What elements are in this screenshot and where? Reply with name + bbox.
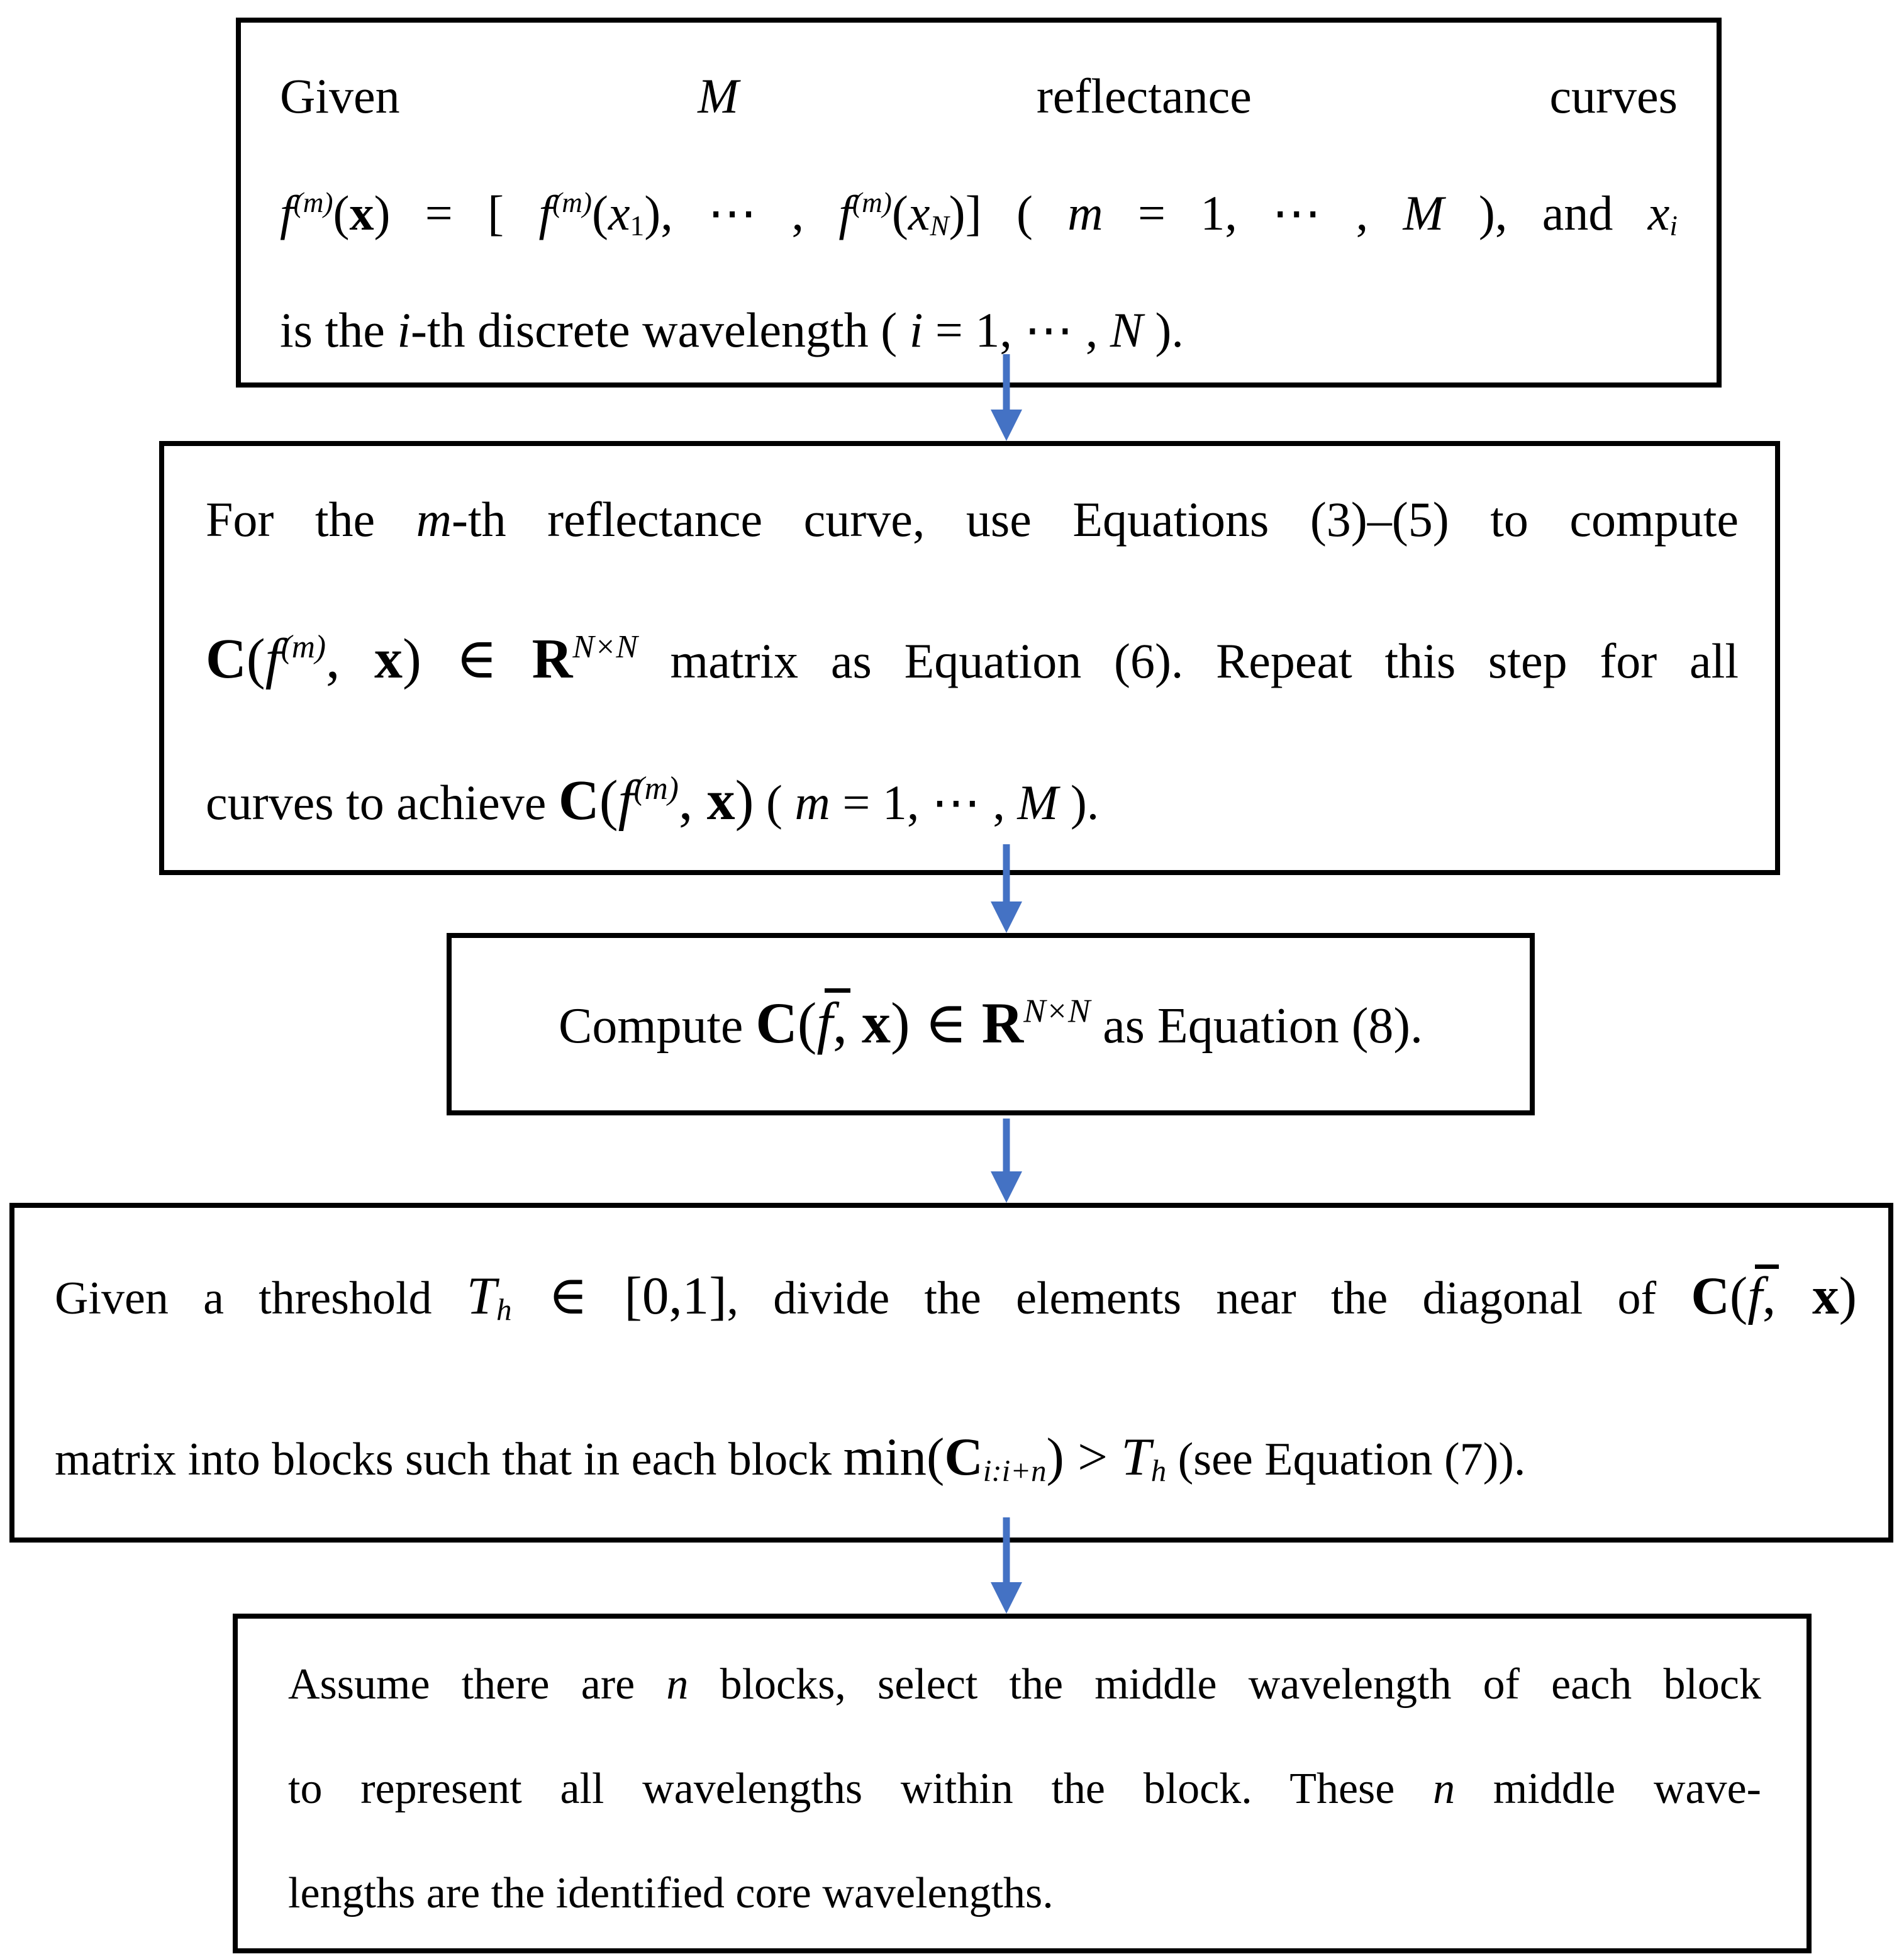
text-segment: ( [592, 186, 608, 240]
text-segment: (m) [293, 186, 333, 218]
text-segment: R [981, 990, 1024, 1055]
text-segment: m [1067, 186, 1103, 240]
text-segment: = 1, ⋯ , [923, 303, 1110, 357]
text-segment: M [1017, 775, 1059, 830]
text-segment: lengths are the identified core wavelengths. [288, 1869, 1054, 1917]
text-segment: i:i+n [983, 1453, 1047, 1488]
text-segment: ( [333, 186, 350, 240]
text-segment: (see Equation (7)). [1166, 1434, 1526, 1485]
text-segment: x [861, 990, 891, 1055]
text-segment: i [909, 303, 923, 357]
flow-box-compute-correlation-per-curve [159, 441, 1780, 875]
text-segment: (m) [852, 186, 892, 218]
text-line [477, 960, 1505, 1089]
text-line [280, 155, 1678, 272]
text-segment: -th reflectance curve, use Equations (3)–(5) to compute [452, 492, 1739, 547]
text-segment: to represent all wavelengths within the block. These [288, 1765, 1434, 1813]
text-segment: ( [754, 775, 795, 830]
flow-box-given-reflectance-curves [236, 18, 1722, 388]
text-segment: curves [1549, 69, 1678, 123]
text-segment: m [794, 775, 830, 830]
text-line [280, 38, 1678, 155]
text-segment: reflectance [738, 69, 1550, 123]
text-segment: x [1812, 1266, 1839, 1326]
text-segment: is the [280, 303, 398, 357]
text-segment: x [1647, 186, 1670, 240]
text-segment: matrix as Equation (6). Repeat this step for all [637, 633, 1739, 688]
down-arrow-icon [988, 844, 1025, 933]
text-segment: x [349, 186, 374, 240]
text-segment: ) = [ [374, 186, 539, 240]
text-segment: N×N [572, 629, 638, 666]
text-segment: min( [843, 1427, 945, 1487]
text-segment: i [1669, 210, 1678, 242]
text-segment: matrix into blocks such that in each block [55, 1434, 843, 1485]
text-segment: h [496, 1292, 512, 1327]
text-segment: C [206, 628, 247, 690]
text-segment: blocks, select the middle wavelength of each block [688, 1660, 1761, 1709]
text-line [288, 1632, 1761, 1737]
text-segment: n [666, 1660, 689, 1709]
text-segment: f [816, 990, 833, 1055]
text-segment: ) ∈ [402, 628, 532, 690]
text-segment: ). [1142, 303, 1184, 357]
text-segment: ), ⋯ , [644, 186, 839, 240]
text-segment: ( [891, 186, 908, 240]
text-segment: m [416, 492, 452, 547]
text-segment: C [755, 990, 798, 1055]
text-line [206, 731, 1739, 873]
text-segment: x [608, 186, 630, 240]
text-segment: , [832, 990, 862, 1055]
text-line [280, 272, 1678, 389]
text-segment: h [1150, 1453, 1167, 1488]
text-segment: n [1433, 1765, 1456, 1813]
text-line [206, 450, 1739, 589]
text-segment: C [1691, 1266, 1730, 1326]
text-line [55, 1378, 1857, 1539]
text-segment: ( [1729, 1266, 1748, 1326]
text-segment: ) > [1046, 1427, 1122, 1487]
text-line [288, 1841, 1761, 1946]
text-segment: ) ∈ [890, 990, 982, 1055]
text-segment: N [930, 210, 949, 242]
text-segment: f [1747, 1266, 1762, 1326]
text-segment: f [280, 186, 294, 240]
text-line [288, 1737, 1761, 1841]
text-segment: ) [735, 769, 754, 832]
text-segment: = 1, ⋯ , [830, 775, 1018, 830]
text-segment: as Equation (8). [1090, 998, 1423, 1054]
text-segment: x [374, 628, 403, 690]
text-segment: , divide the elements near the diagonal of [727, 1273, 1691, 1324]
text-segment: , [326, 628, 375, 690]
text-segment: curves to achieve [206, 775, 559, 830]
text-segment: (m) [281, 629, 326, 666]
text-segment: Compute [559, 998, 756, 1054]
text-segment: f [838, 186, 853, 240]
text-segment: ( [246, 628, 265, 690]
text-segment: Given a threshold [55, 1273, 467, 1324]
flow-box-divide-into-blocks [9, 1203, 1893, 1543]
text-segment: (m) [552, 186, 592, 218]
text-segment: ∈ [0,1] [511, 1266, 727, 1326]
text-segment: Assume there are [288, 1660, 667, 1709]
text-segment: x [706, 769, 735, 832]
text-segment: f [618, 769, 634, 832]
text-segment: i [397, 303, 411, 357]
down-arrow-icon [988, 1517, 1025, 1614]
text-segment: x [908, 186, 930, 240]
text-segment: ). [1058, 775, 1100, 830]
text-segment: T [1121, 1427, 1151, 1487]
text-segment: ), and [1444, 186, 1648, 240]
text-segment: N [1110, 303, 1143, 357]
flow-box-select-middle-wavelengths [233, 1614, 1812, 1953]
text-segment: For the [206, 492, 416, 547]
text-segment: M [1403, 186, 1444, 240]
text-segment: f [538, 186, 553, 240]
text-segment: 1 [630, 210, 645, 242]
text-segment: N×N [1023, 992, 1091, 1029]
text-segment: T [466, 1266, 497, 1326]
text-line [55, 1217, 1857, 1378]
text-segment: C [558, 769, 599, 832]
down-arrow-icon [988, 1119, 1025, 1203]
text-segment: ( [797, 990, 817, 1055]
text-segment: M [698, 69, 739, 123]
text-segment: = 1, ⋯ , [1103, 186, 1403, 240]
text-segment: f [265, 628, 281, 690]
text-line [206, 589, 1739, 731]
flow-box-compute-average-correlation [447, 933, 1535, 1115]
text-segment: C [944, 1427, 983, 1487]
text-segment: R [532, 628, 573, 690]
text-segment: Given [280, 69, 698, 123]
text-segment: , [1762, 1266, 1813, 1326]
text-segment: -th discrete wavelength ( [411, 303, 910, 357]
text-segment: ( [599, 769, 618, 832]
text-segment: middle wave- [1455, 1765, 1761, 1813]
down-arrow-icon [988, 354, 1025, 441]
text-segment: , [678, 769, 707, 832]
text-segment: (m) [633, 771, 679, 807]
text-segment: ) [1839, 1266, 1857, 1326]
text-segment: )] ( [949, 186, 1068, 240]
